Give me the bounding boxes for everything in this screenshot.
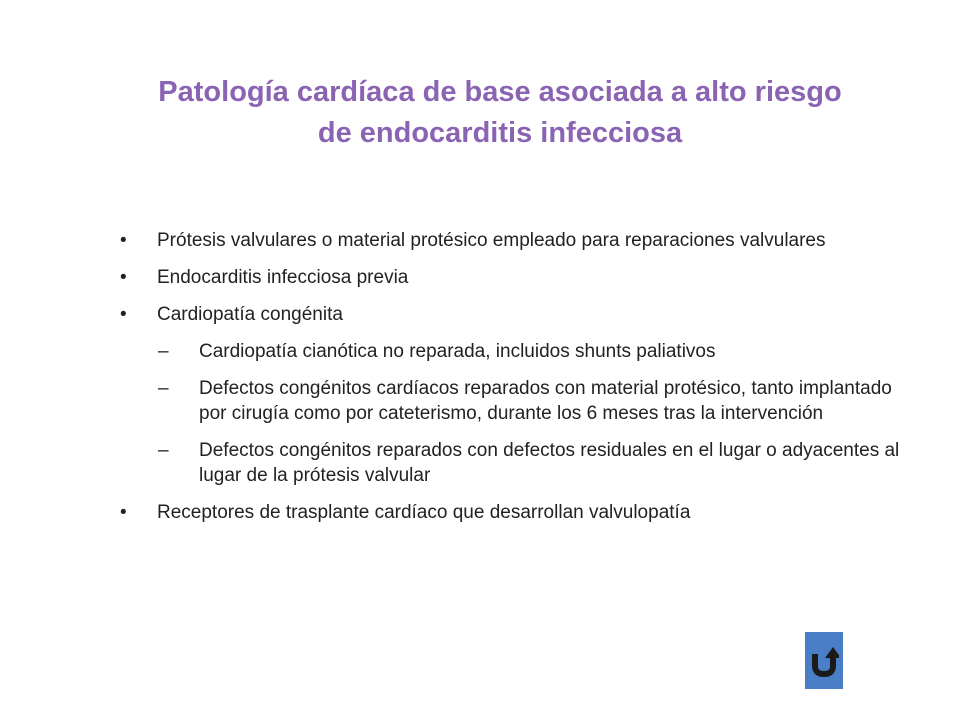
bullet-marker: • — [120, 502, 127, 523]
bullet-marker: • — [120, 230, 127, 251]
bullet-list — [120, 228, 900, 537]
dash-marker: – — [158, 378, 169, 399]
bullet-marker: • — [120, 267, 127, 288]
u-turn-return-icon — [809, 644, 839, 678]
list-item — [120, 500, 900, 525]
list-item-text: Cardiopatía congénita — [157, 304, 343, 325]
list-item-text: Cardiopatía cianótica no reparada, incluidos shunts paliativos — [199, 341, 716, 362]
slide-title — [0, 72, 960, 154]
sub-list-item — [120, 438, 900, 488]
title-line-2: de endocarditis infecciosa — [317, 117, 683, 149]
list-item — [120, 265, 900, 290]
list-item-text: Receptores de trasplante cardíaco que desarrollan valvulopatía — [157, 502, 691, 523]
list-item — [120, 302, 900, 327]
return-button[interactable] — [805, 632, 843, 689]
bullet-marker: • — [120, 304, 127, 325]
sub-list-item — [120, 376, 900, 426]
list-item-text: Endocarditis infecciosa previa — [157, 267, 409, 288]
dash-marker: – — [158, 341, 169, 362]
list-item-text: Prótesis valvulares o material protésico empleado para reparaciones valvulares — [157, 230, 826, 251]
list-item — [120, 228, 900, 253]
dash-marker: – — [158, 440, 169, 461]
list-item-text: Defectos congénitos reparados con defectos residuales en el lugar o adyacentes al lugar de la prótesis valvular — [199, 440, 900, 486]
list-item-text: Defectos congénitos cardíacos reparados con material protésico, tanto implantado por cirugía como por cateterismo, durante los 6 meses tras la intervención — [199, 378, 892, 424]
sub-list-item — [120, 339, 900, 364]
title-line-1: Patología cardíaca de base asociada a alto riesgo — [158, 76, 842, 108]
